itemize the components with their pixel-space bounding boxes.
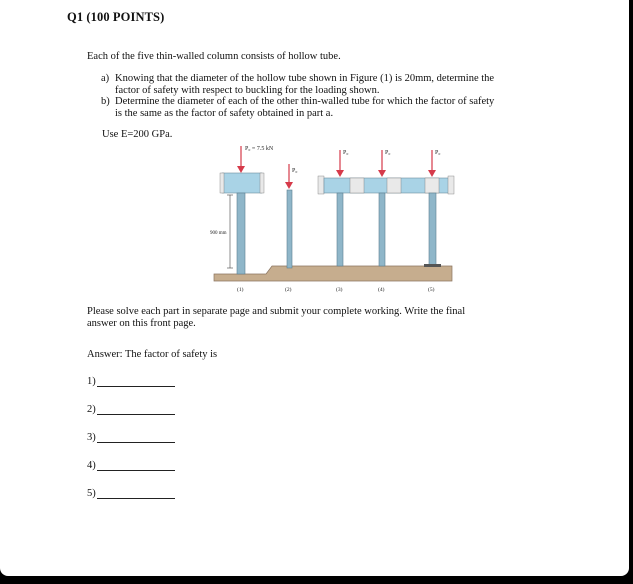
column-4-joint — [387, 178, 401, 193]
load-label-2: P₀ — [292, 168, 298, 174]
column-number-1: (1) — [237, 287, 244, 293]
load-arrowhead-4 — [378, 170, 386, 177]
column-5-foot — [424, 264, 441, 267]
answer-row-3 — [87, 432, 175, 443]
load-label-3: P₀ — [343, 150, 349, 156]
load-arrowhead-5 — [428, 170, 436, 177]
support-beam-left-end — [318, 176, 324, 194]
column-number-5: (5) — [428, 287, 435, 293]
part-a-line2: factor of safety with respect to buckling for the loading shown. — [115, 84, 380, 96]
dimension-label: 900 mm — [210, 231, 227, 236]
load-arrowhead-3 — [336, 170, 344, 177]
load-arrowhead-2 — [285, 182, 293, 189]
column-5-tube — [429, 193, 436, 266]
column-1-cap-edge — [220, 173, 224, 193]
column-1-cap — [222, 173, 262, 193]
column-3-tube — [337, 193, 343, 266]
answer-label-5: 5) — [87, 488, 96, 499]
column-figure — [180, 138, 470, 298]
instructions-line2: answer on this front page. — [87, 317, 196, 329]
column-2-tube — [287, 190, 292, 268]
column-3-joint — [350, 178, 364, 193]
load-label-5: P₀ — [435, 150, 441, 156]
column-5-joint — [425, 178, 439, 193]
answer-label-4: 4) — [87, 460, 96, 471]
answer-row-4 — [87, 460, 175, 471]
part-a-label: a) — [101, 73, 110, 84]
part-b-line2: is the same as the factor of safety obtained in part a. — [115, 107, 334, 119]
question-title: Q1 (100 POINTS) — [67, 10, 165, 24]
answer-row-5 — [87, 488, 175, 499]
answer-blank-1[interactable] — [97, 376, 175, 387]
question-parts — [101, 73, 561, 119]
load-label-4: P₀ — [385, 150, 391, 156]
support-beam-right-end — [448, 176, 454, 194]
answer-label-2: 2) — [87, 404, 96, 415]
part-b-line1: Determine the diameter of each of the other thin-walled tube for which the factor of safety — [115, 96, 495, 107]
answer-row-2 — [87, 404, 175, 415]
column-4-tube — [379, 193, 385, 266]
answer-blank-5[interactable] — [97, 488, 175, 499]
answer-blank-2[interactable] — [97, 404, 175, 415]
part-b — [101, 96, 561, 119]
part-b-label: b) — [101, 96, 110, 107]
column-1-cap-edge-right — [260, 173, 264, 193]
base-platform — [214, 266, 452, 281]
load-label-main: P₀ = 7.5 kN — [245, 146, 274, 152]
instructions-line1: Please solve each part in separate page and submit your complete working. Write the final — [87, 306, 466, 317]
answer-label-1: 1) — [87, 376, 96, 387]
column-number-2: (2) — [285, 287, 292, 293]
column-number-3: (3) — [336, 287, 343, 293]
column-number-4: (4) — [378, 287, 385, 293]
instructions — [87, 306, 527, 329]
load-arrowhead-1 — [237, 166, 245, 173]
part-a-line1: Knowing that the diameter of the hollow tube shown in Figure (1) is 20mm, determine the — [115, 73, 495, 84]
answer-blank-3[interactable] — [97, 432, 175, 443]
column-1-tube — [237, 193, 245, 274]
answer-row-1 — [87, 376, 175, 387]
intro-text: Each of the five thin-walled column consists of hollow tube. — [87, 51, 341, 62]
answer-label-3: 3) — [87, 432, 96, 443]
part-a — [101, 73, 561, 96]
modulus-note: Use E=200 GPa. — [102, 129, 173, 140]
answer-heading: Answer: The factor of safety is — [87, 349, 218, 360]
answer-blank-4[interactable] — [97, 460, 175, 471]
